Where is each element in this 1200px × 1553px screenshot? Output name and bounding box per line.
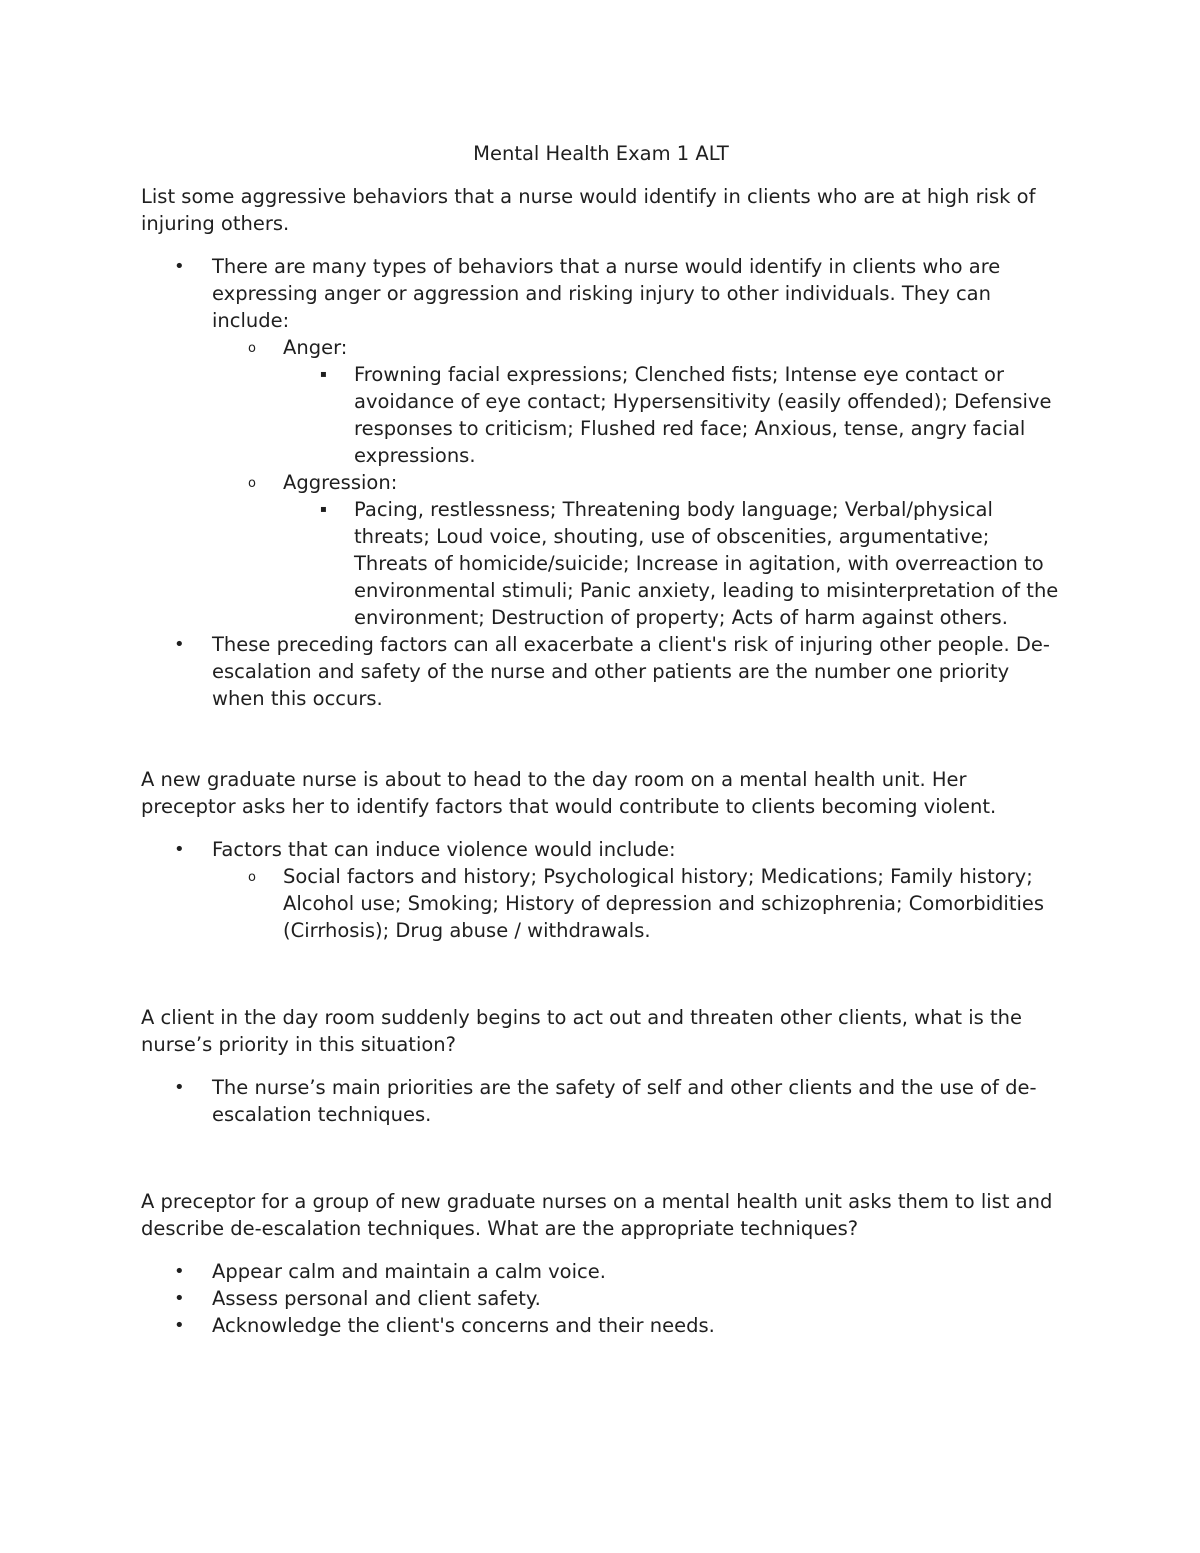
- list-item-text: Acknowledge the client's concerns and their needs.: [212, 1314, 715, 1337]
- sub-sub-list: [283, 496, 1061, 631]
- question-1: List some aggressive behaviors that a nurse would identify in clients who are at high risk of injuring others.: [141, 185, 1036, 235]
- circle-bullet-icon: o: [248, 476, 256, 491]
- list-item: [283, 361, 1061, 469]
- square-bullet-icon: ▪: [320, 369, 327, 380]
- bullet-icon: •: [174, 1288, 185, 1309]
- bullet-icon: •: [174, 256, 185, 277]
- list-item-text: Appear calm and maintain a calm voice.: [212, 1260, 606, 1283]
- answer-list-1: [141, 253, 1061, 712]
- bullet-icon: •: [174, 839, 185, 860]
- section-spacer: [141, 944, 1061, 1004]
- list-item-text: Frowning facial expressions; Clenched fists; Intense eye contact or avoidance of eye contact; Hypersensitivity (easily offended); Defensive responses to criticism; Flushed red face; Anxious, tense, angry facial expressions.: [354, 363, 1052, 467]
- sub-list: [212, 863, 1061, 944]
- list-item: [141, 1285, 1061, 1312]
- list-item-text: Social factors and history; Psychological history; Medications; Family history; Alcohol use; Smoking; History of depression and schizophrenia; Comorbidities (Cirrhosis); Drug abuse / withdrawals.: [283, 865, 1045, 942]
- list-item: [212, 334, 1061, 469]
- bullet-icon: •: [174, 1077, 185, 1098]
- list-item: [141, 631, 1061, 712]
- list-item: [141, 1258, 1061, 1285]
- list-item-text: Anger:: [283, 336, 348, 359]
- list-item: [141, 1074, 1061, 1128]
- bullet-icon: •: [174, 634, 185, 655]
- list-item: [141, 1312, 1061, 1339]
- answer-list-3: [141, 1074, 1061, 1128]
- section-spacer: [141, 712, 1061, 766]
- question-4: A preceptor for a group of new graduate nurses on a mental health unit asks them to list and describe de-escalation techniques. What are the appropriate techniques?: [141, 1190, 1053, 1240]
- list-item-text: Pacing, restlessness; Threatening body language; Verbal/physical threats; Loud voice, shouting, use of obscenities, argumentative; Threats of homicide/suicide; Increase in agitation, with overreaction to environmental stimuli; Panic anxiety, leading to misinterpretation of the environment; Destruction of property; Acts of harm against others.: [354, 498, 1059, 629]
- page-title: Mental Health Exam 1 ALT: [473, 142, 729, 165]
- list-item: [212, 863, 1061, 944]
- bullet-icon: •: [174, 1315, 185, 1336]
- square-bullet-icon: ▪: [320, 504, 327, 515]
- list-item: [141, 836, 1061, 944]
- list-item-text: There are many types of behaviors that a nurse would identify in clients who are expressing anger or aggression and risking injury to other individuals. They can include:: [212, 255, 1001, 332]
- sub-list: [212, 334, 1061, 631]
- section-spacer: [141, 1128, 1061, 1188]
- circle-bullet-icon: o: [248, 341, 256, 356]
- answer-list-2: [141, 836, 1061, 944]
- list-item-text: The nurse’s main priorities are the safety of self and other clients and the use of de-escalation techniques.: [212, 1076, 1037, 1126]
- list-item: [141, 253, 1061, 631]
- list-item-text: Assess personal and client safety.: [212, 1287, 541, 1310]
- circle-bullet-icon: o: [248, 870, 256, 885]
- list-item: [212, 469, 1061, 631]
- answer-list-4: [141, 1258, 1061, 1339]
- list-item-text: Aggression:: [283, 471, 398, 494]
- question-3: A client in the day room suddenly begins to act out and threaten other clients, what is the nurse’s priority in this situation?: [141, 1006, 1023, 1056]
- list-item: [283, 496, 1061, 631]
- bullet-icon: •: [174, 1261, 185, 1282]
- sub-sub-list: [283, 361, 1061, 469]
- question-2: A new graduate nurse is about to head to the day room on a mental health unit. Her preceptor asks her to identify factors that would contribute to clients becoming violent.: [141, 768, 997, 818]
- list-item-text: Factors that can induce violence would include:: [212, 838, 676, 861]
- list-item-text: These preceding factors can all exacerbate a client's risk of injuring other people. De-escalation and safety of the nurse and other patients are the number one priority when this occurs.: [212, 633, 1050, 710]
- document-page: [141, 140, 1061, 1339]
